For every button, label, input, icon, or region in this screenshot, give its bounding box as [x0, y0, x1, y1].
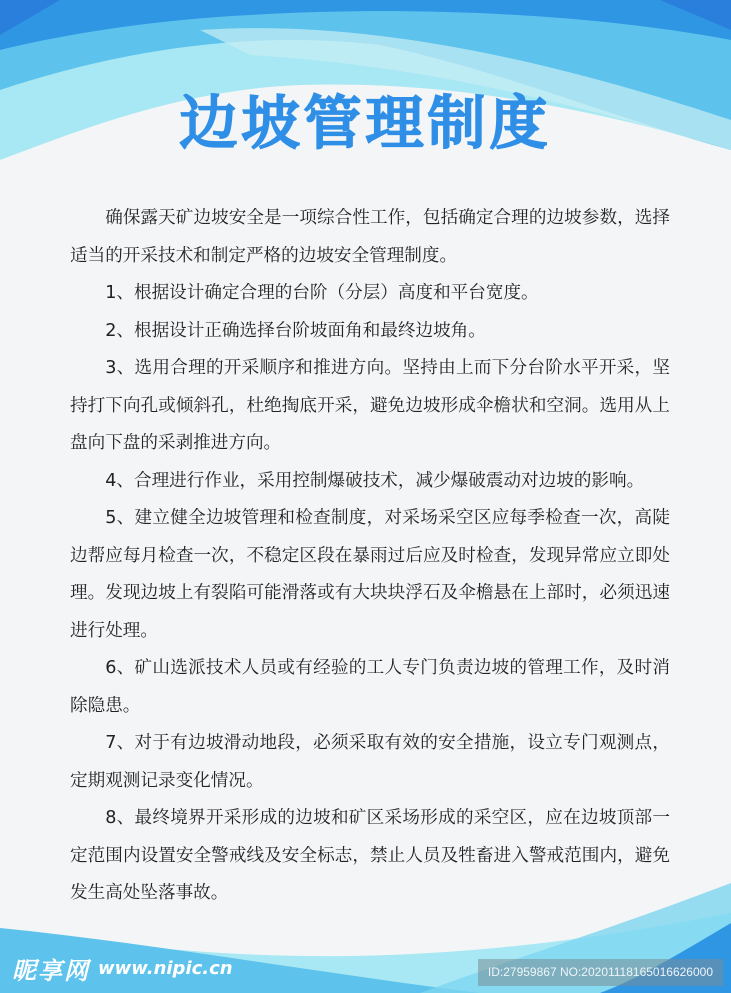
rule-item-5: 5、建立健全边坡管理和检查制度，对采场采空区应每季检查一次，高陡边帮应每月检查一次，不稳定区段在暴雨过后应及时检查，发现异常应立即处理。发现边坡上有裂陷可能滑落或有大块块浮石及伞檐悬在上部时，必须迅速进行处理。	[70, 508, 670, 641]
rule-item-4: 4、合理进行作业，采用控制爆破技术，减少爆破震动对边坡的影响。	[105, 470, 645, 491]
site-watermark	[12, 951, 233, 985]
intro-paragraph: 确保露天矿边坡安全是一项综合性工作，包括确定合理的边坡参数，选择适当的开采技术和制定严格的边坡安全管理制度。	[70, 208, 670, 266]
image-id-badge: ID:27959867 NO:20201118165016626000	[478, 959, 723, 986]
rule-item-2: 2、根据设计正确选择台阶坡面角和最终边坡角。	[105, 320, 486, 341]
regulation-body	[70, 200, 670, 913]
rule-item-7: 7、对于有边坡滑动地段，必须采取有效的安全措施，设立专门观测点，定期观测记录变化情况。	[70, 733, 670, 791]
rule-item-1: 1、根据设计确定合理的台阶（分层）高度和平台宽度。	[105, 283, 539, 303]
rule-item-8: 8、最终境界开采形成的边坡和矿区采场形成的采空区，应在边坡顶部一定范围内设置安全警戒线及安全标志，禁止人员及牲畜进入警戒范围内，避免发生高处坠落事故。	[70, 808, 670, 903]
rule-item-6: 6、矿山选派技术人员或有经验的工人专门负责边坡的管理工作，及时消除隐患。	[70, 658, 670, 716]
site-url: www.nipic.cn	[98, 957, 233, 979]
page-title: 边坡管理制度	[179, 89, 552, 157]
site-logo: 昵享网	[12, 956, 90, 985]
rule-item-3: 3、选用合理的开采顺序和推进方向。坚持由上而下分台阶水平开采，坚持打下向孔或倾斜孔，杜绝掏底开采，避免边坡形成伞檐状和空洞。选用从上盘向下盘的采剥推进方向。	[70, 358, 670, 453]
